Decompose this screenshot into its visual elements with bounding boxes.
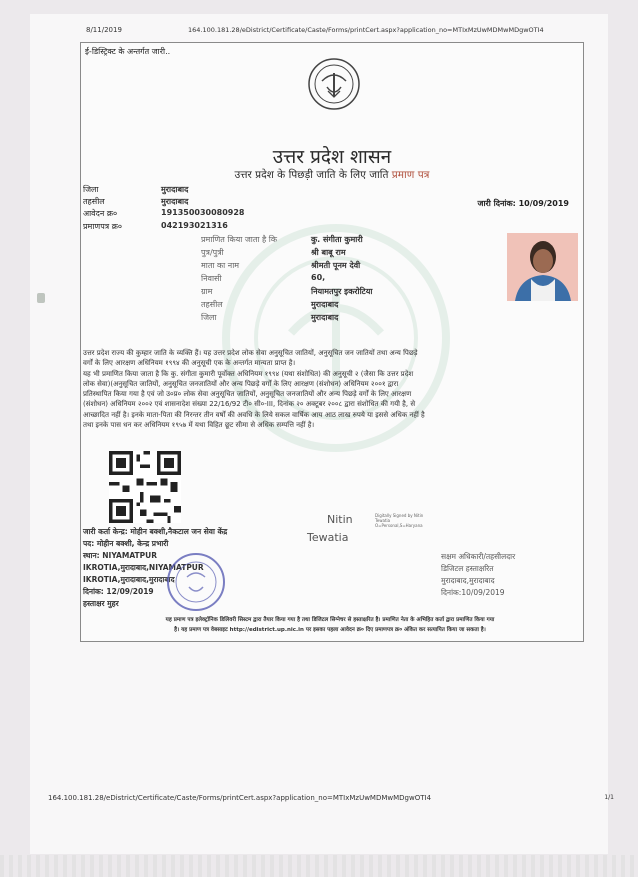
detail-row: प्रमाणित किया जाता है कि कु. संगीता कुमारी (201, 235, 363, 244)
certificate: ई-डिस्ट्रिक्ट के अन्तर्गत जारी.. उत्तर प्रदेश शासन उत्तर प्रदेश के पिछड़ी जाति के लिए जाति प्रमाण पत्र जिला मुरादाबाद तहसील मुरादाबाद आवेदन क्र० 191350030080928 प्रमाणपत्र क्र० 042193021316 जारी दिनांक: 10/09/2019 प्रमाणित किया जाता है कि कु. संगीता कुमारी पुत्र/पुत्री श्री बाबू राम माता का नाम श्रीमती पूनम देवी निवासी 60, ग्राम नियामतपुर इकरोटिया तहसील मुरादाबाद जिला मुरादाबाद उत्तर प्रदेश राज्य की कुम्हार जाति के व्यक्ति हैं। यह उत्तर प्रदेश लोक सेवा अनुसूचित जातियों, अनुसूचित जन जातियों तथा अन्य पिछड़े वर्गों के लिए आरक्षण अधिनियम १९९४ की अनुसूची एक के अन्तर्गत मान्यता प्राप्त है। यह भी प्रमाणित किया जाता है कि कु. संगीता कुमारी पूर्वोक्त अधिनियम १९९४ (यथा संशोधित) की अनुसूची २ (जैसा कि उत्तर प्रदेश लोक सेवा)(अनुसूचित जातियों, अनुसूचित जनजातियों और अन्य पिछड़े वर्गों के लिए आरक्षण (संशोधन) अधिनियम २००१ द्वारा प्रतिस्थापित किया गया है एवं जो उ०प्र० लोक सेवा अनुसूचित जातियों, अनुसूचित जनजातियों और अन्य पिछड़े वर्गों के लिए आरक्षण (संशोधन) अधिनियम २००२ एवं शासनादेश संख्या 22/16/92 टी० सी०-III, दिनांक २० अक्टूबर २००८ द्वारा संशोधित की गयी है, से आच्छादित नहीं है। इनके माता-पिता की निरन्तर तीन वर्षों की अवधि के लिये सकल वार्षिक आय आठ लाख रुपये या इससे अधिक नहीं है तथा इनके पास धन कर अधिनियम १९५७ में यथा विहित छूट सीमा से अधिक सम्पत्ति नहीं है। जारी कर्ता केन्द्र: मोहीन बक्शी,नैकटाल जन सेवा केंद्र पद: मोहीन बक्शी, केन्द्र प्रभारी स्थान: NIYAMATPUR IKROTIA,मुरादाबाद,NIYAMATPUR IKROTIA,मुरादाबाद,मुरादाबाद दिनांक: 12/09/2019 हस्ताक्षर मुहर Nitin Tewatia Digitally Signed by Nitin Tewatia O=Personal,S=Haryana सक्षम अधिकारी/तहसीलदार डिजिटल हस्ताक्षरित मुरादाबाद,मुरादाबाद दिनांक:10/09/2019 यह प्रमाण पत्र इलेक्ट्रॉनिक डिलिवरी सिस्टम द्वारा तैयार किया गया है तथा डिजिटल सिग्नेचर से हस्ताक्षरित है। प्रमाणित नेता के अभिहित कर्ता द्वारा प्रमाणित किया गया है। यह प्रमाण पत्र वेबसाइट http://edistrict.up.nic.in पर इसका पहला आवेदन क्र० दिए प्रमाणपत्र क्र० अंकित कर सत्यापित किया जा सकता है। (80, 42, 584, 642)
officer-block: सक्षम अधिकारी/तहसीलदार डिजिटल हस्ताक्षरित मुरादाबाद,मुरादाबाद दिनांक:10/09/2019 (441, 552, 516, 597)
qr-code (109, 451, 181, 523)
edistrict-note: ई-डिस्ट्रिक्ट के अन्तर्गत जारी.. (85, 47, 171, 56)
subtitle-accent: प्रमाण पत्र (391, 169, 430, 181)
footer-url: 164.100.181.28/eDistrict/Certificate/Caste/Forms/printCert.aspx?application_no=MTIxMzUwMDMwMDgwOTI4 (48, 794, 432, 802)
detail-row: जिला मुरादाबाद (201, 313, 339, 322)
subtitle-text: उत्तर प्रदेश के पिछड़ी जाति के लिए जाति (234, 169, 392, 181)
page-number: 1/1 (604, 794, 614, 801)
issue-date: जारी दिनांक: 10/09/2019 (477, 199, 569, 208)
official-stamp (165, 551, 227, 613)
detail-row: माता का नाम श्रीमती पूनम देवी (201, 261, 361, 270)
verification-note: यह प्रमाण पत्र इलेक्ट्रॉनिक डिलिवरी सिस्टम द्वारा तैयार किया गया है तथा डिजिटल सिग्नेचर से हस्ताक्षरित है। प्रमाणित नेता के अभिहित कर्ता द्वारा प्रमाणित किया गया है। यह प्रमाण पत्र वेबसाइट http://edistrict.up.nic.in पर इसका पहला आवेदन क्र० दिए प्रमाणपत्र क्र० अंकित कर सत्यापित किया जा सकता है। (165, 617, 495, 633)
scan-edge (0, 855, 638, 877)
print-url: 164.100.181.28/eDistrict/Certificate/Caste/Forms/printCert.aspx?application_no=MTIxMzUwMDMwMDgwOTI4 (188, 26, 544, 34)
scan-mark (37, 293, 45, 303)
detail-row: तहसील मुरादाबाद (201, 300, 339, 309)
issuer-block: जारी कर्ता केन्द्र: मोहीन बक्शी,नैकटाल जन सेवा केंद्र पद: मोहीन बक्शी, केन्द्र प्रभारी स्थान: NIYAMATPUR IKROTIA,मुरादाबाद,NIYAMATPUR IKROTIA,मुरादाबाद,मुरादाबाद दिनांक: 12/09/2019 हस्ताक्षर मुहर (83, 527, 228, 608)
certificate-subtitle (81, 168, 583, 182)
applicant-photo (507, 233, 578, 301)
certificate-title: उत्तर प्रदेश शासन (272, 146, 392, 168)
certificate-body: उत्तर प्रदेश राज्य की कुम्हार जाति के व्यक्ति हैं। यह उत्तर प्रदेश लोक सेवा अनुसूचित जातियों, अनुसूचित जन जातियों तथा अन्य पिछड़े वर्गों के लिए आरक्षण अधिनियम १९९४ की अनुसूची एक के अन्तर्गत मान्यता प्राप्त है। यह भी प्रमाणित किया जाता है कि कु. संगीता कुमारी पूर्वोक्त अधिनियम १९९४ (यथा संशोधित) की अनुसूची २ (जैसा कि उत्तर प्रदेश लोक सेवा)(अनुसूचित जातियों, अनुसूचित जनजातियों और अन्य पिछड़े वर्गों के लिए आरक्षण (संशोधन) अधिनियम २००१ द्वारा प्रतिस्थापित किया गया है एवं जो उ०प्र० लोक सेवा अनुसूचित जातियों, अनुसूचित जनजातियों और अन्य पिछड़े वर्गों के लिए आरक्षण (संशोधन) अधिनियम २००२ एवं शासनादेश संख्या 22/16/92 टी० सी०-III, दिनांक २० अक्टूबर २००८ द्वारा संशोधित की गयी है, से आच्छादित नहीं है। इनके माता-पिता की निरन्तर तीन वर्षों की अवधि के लिये सकल वार्षिक आय आठ लाख रुपये या इससे अधिक नहीं है तथा इनके पास धन कर अधिनियम १९५७ में यथा विहित छूट सीमा से अधिक सम्पत्ति नहीं है। (83, 349, 425, 430)
up-emblem-icon (307, 57, 361, 111)
detail-row: पुत्र/पुत्री श्री बाबू राम (201, 248, 346, 257)
print-date: 8/11/2019 (86, 26, 122, 34)
detail-row: निवासी 60, (201, 273, 326, 283)
detail-row: ग्राम नियामतपुर इकरोटिया (201, 287, 373, 296)
